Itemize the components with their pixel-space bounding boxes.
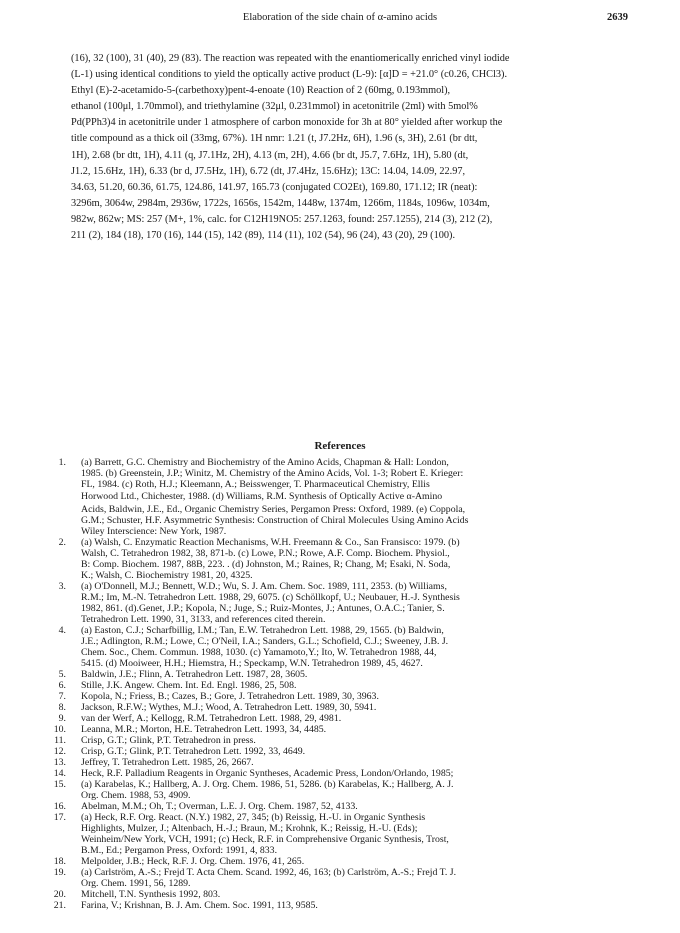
reference-line: Crisp, G.T.; Glink, P.T. Tetrahedron in press. (81, 734, 256, 746)
reference-number: 10. (53, 723, 66, 735)
reference-item (52, 779, 612, 801)
reference-number: 12. (53, 745, 66, 757)
reference-number: 7. (58, 690, 66, 702)
reference-line: (a) Barrett, G.C. Chemistry and Biochemistry of the Amino Acids, Chapman & Hall: London, (81, 457, 449, 468)
body-line: 982w, 862w; MS: 257 (M+, 1%, calc. for C12H19NO5: 257.1263, found: 257.1255), 214 (3), 212 (2), (71, 213, 493, 225)
reference-line: Wiley Interscience: New York, 1987. (81, 525, 227, 537)
reference-line: (a) O'Donnell, M.J.; Bennett, W.D.; Wu, S. J. Am. Chem. Soc. 1989, 111, 2353. (b) Williams, (81, 580, 447, 592)
body-line: 211 (2), 184 (18), 170 (16), 144 (15), 142 (89), 114 (11), 102 (54), 96 (24), 43 (20), 29 (100). (71, 230, 456, 242)
reference-line: Heck, R.F. Palladium Reagents in Organic Syntheses, Academic Press, London/Orlando, 1985; (81, 767, 454, 779)
reference-number: 18. (53, 855, 66, 867)
reference-number: 8. (58, 701, 66, 713)
reference-line: FL, 1984. (c) Roth, H.J.; Kleemann, A.; Beisswenger, T. Pharmaceutical Chemistry, Ellis (81, 479, 430, 490)
reference-item (52, 801, 612, 812)
reference-item (52, 812, 612, 856)
reference-item (52, 680, 612, 691)
reference-number: 20. (53, 888, 66, 900)
body-line: 34.63, 51.20, 60.36, 61.75, 124.86, 141.97, 165.73 (conjugated CO2Et), 169.80, 171.12; IR (neat): (71, 181, 478, 193)
reference-line: B.M., Ed.; Pergamon Press, Oxford: 1991, 4, 833. (81, 844, 278, 856)
reference-item (52, 735, 612, 746)
reference-line: Kopola, N.; Friess, B.; Cazes, B.; Gore, J. Tetrahedron Lett. 1989, 30, 3963. (81, 690, 379, 702)
reference-line: Weinheim/New York, VCH, 1991; (c) Heck, R.F. in Comprehensive Organic Synthesis, Trost, (81, 833, 449, 845)
reference-line: Walsh, C. Tetrahedron 1982, 38, 871-b. (c) Lowe, P.N.; Rowe, A.F. Comp. Biochem. Physiol., (81, 547, 450, 559)
reference-line: 5415. (d) Mooiweer, H.H.; Hiemstra, H.; Speckamp, W.N. Tetrahedron 1989, 45, 4627. (81, 657, 423, 669)
reference-item (52, 691, 612, 702)
reference-item (52, 724, 612, 735)
reference-item (52, 746, 612, 757)
references-heading: References (314, 440, 366, 452)
reference-line: 1985. (b) Greenstein, J.P.; Winitz, M. Chemistry of the Amino Acids, Vol. 1-3; Robert E. Krieger: (81, 468, 464, 479)
page-number: 2639 (607, 12, 628, 23)
body-line: Pd(PPh3)4 in acetonitrile under 1 atmosphere of carbon monoxide for 3h at 80° yielded after workup the (71, 117, 503, 129)
reference-number: 17. (53, 811, 66, 823)
reference-number: 5. (58, 668, 66, 680)
body-line: (L-1) using identical conditions to yield the optically active product (L-9): [α]D = +21.0° (c0.26, CHCl3). (71, 69, 508, 81)
reference-line: Chem. Soc., Chem. Commun. 1988, 1030. (c) Yamamoto,Y.; Ito, W. Tetrahedron 1988, 44, (81, 646, 437, 658)
reference-item (52, 457, 612, 537)
reference-line: Mitchell, T.N. Synthesis 1992, 803. (81, 888, 221, 900)
reference-line: Stille, J.K. Angew. Chem. Int. Ed. Engl. 1986, 25, 508. (81, 679, 297, 691)
reference-item (52, 702, 612, 713)
reference-line: Leanna, M.R.; Morton, H.E. Tetrahedron Lett. 1993, 34, 4485. (81, 723, 327, 735)
reference-list (52, 457, 612, 911)
reference-line: (a) Karabelas, K.; Hallberg, A. J. Org. Chem. 1986, 51, 5286. (b) Karabelas, K.; Hallberg, A. J. (81, 778, 454, 790)
reference-line: Abelman, M.M.; Oh, T.; Overman, L.E. J. Org. Chem. 1987, 52, 4133. (81, 800, 358, 812)
reference-line: Jackson, R.F.W.; Wythes, M.J.; Wood, A. Tetrahedron Lett. 1989, 30, 5941. (81, 701, 377, 713)
reference-number: 2. (58, 536, 66, 548)
reference-item (52, 867, 612, 889)
reference-line: (a) Heck, R.F. Org. React. (N.Y.) 1982, 27, 345; (b) Reissig, H.-U. in Organic Synthesis (81, 811, 426, 823)
reference-line: B: Comp. Biochem. 1987, 88B, 223. . (d) Johnston, M.; Raines, R; Chang, M; Esaki, N. Soda, (81, 558, 451, 570)
reference-line: (a) Easton, C.J.; Scharfbillig, I.M.; Tan, E.W. Tetrahedron Lett. 1988, 29, 1565. (b) Baldwin, (81, 624, 444, 636)
body-line: title compound as a thick oil (33mg, 67%). 1H nmr: 1.21 (t, J7.2Hz, 6H), 1.96 (s, 3H), 2.61 (br dtt, (71, 133, 478, 145)
running-title: Elaboration of the side chain of α-amino acids (242, 12, 438, 23)
body-line: ethanol (100μl, 1.70mmol), and triethylamine (32μl, 0.231mmol) in acetonitrile (2ml) with 5mol% (71, 101, 478, 113)
reference-number: 11. (54, 734, 66, 746)
reference-number: 13. (53, 756, 66, 768)
reference-item (52, 889, 612, 900)
reference-number: 6. (58, 679, 66, 691)
reference-line: Baldwin, J.E.; Flinn, A. Tetrahedron Lett. 1987, 28, 3605. (81, 668, 308, 680)
reference-number: 9. (58, 712, 66, 724)
reference-line: Org. Chem. 1988, 53, 4909. (81, 789, 191, 801)
reference-line: Melpolder, J.B.; Heck, R.F. J. Org. Chem. 1976, 41, 265. (81, 855, 305, 867)
reference-line: R.M.; Im, M.-N. Tetrahedron Lett. 1988, 29, 6075. (c) Schöllkopf, U.; Neubauer, H.-J. Synthesis (81, 591, 460, 603)
reference-item (52, 768, 612, 779)
reference-item (52, 625, 612, 669)
body-line: (16), 32 (100), 31 (40), 29 (83). The reaction was repeated with the enantiomerically enriched vinyl iodide (71, 53, 510, 64)
reference-item (52, 900, 612, 911)
reference-line: K.; Walsh, C. Biochemistry 1981, 20, 4325. (81, 569, 253, 581)
reference-item (52, 669, 612, 680)
body-line: 3296m, 3064w, 2984m, 2936w, 1722s, 1656s, 1542m, 1448w, 1374m, 1266m, 1184s, 1096w, 1034m, (71, 197, 490, 209)
reference-number: 16. (53, 800, 66, 812)
reference-item (52, 581, 612, 625)
body-line: 1H), 2.68 (br dtt, 1H), 4.11 (q, J7.1Hz, 2H), 4.13 (m, 2H), 4.66 (br dt, J5.7, 7.6Hz, 1H), 5.80 (dt, (71, 149, 469, 161)
reference-number: 15. (53, 778, 66, 790)
reference-line: Crisp, G.T.; Glink, P.T. Tetrahedron Lett. 1992, 33, 4649. (81, 745, 306, 757)
reference-number: 1. (58, 457, 66, 468)
reference-line: Acids, Baldwin, J.E., Ed., Organic Chemistry Series, Pergamon Press: Oxford, 1989. (e) Coppola, (81, 503, 466, 515)
reference-line: Jeffrey, T. Tetrahedron Lett. 1985, 26, 2667. (81, 756, 254, 768)
body-line: J1.2, 15.6Hz, 1H), 6.33 (br d, J7.5Hz, 1H), 6.72 (dt, J7.4Hz, 15.6Hz); 13C: 14.04, 14.09, 22.97, (71, 165, 466, 177)
reference-item (52, 856, 612, 867)
reference-line: Horwood Ltd., Chichester, 1988. (d) Williams, R.M. Synthesis of Optically Active α-Amino (81, 491, 443, 502)
reference-number: 21. (53, 899, 66, 911)
reference-line: (a) Carlström, A.-S.; Frejd T. Acta Chem. Scand. 1992, 46, 163; (b) Carlström, A.-S.; Frejd T. J. (81, 866, 457, 878)
reference-number: 4. (58, 624, 66, 636)
reference-item (52, 757, 612, 768)
reference-line: G.M.; Schuster, H.F. Asymmetric Synthesis: Construction of Chiral Molecules Using Amino Acids (81, 514, 469, 526)
reference-line: Tetrahedron Lett. 1990, 31, 3133, and references cited therein. (81, 613, 326, 625)
reference-number: 19. (53, 866, 66, 878)
reference-number: 3. (58, 580, 66, 592)
reference-line: Farina, V.; Krishnan, B. J. Am. Chem. Soc. 1991, 113, 9585. (81, 899, 318, 911)
reference-number: 14. (53, 767, 66, 779)
reference-line: Highlights, Mulzer, J.; Altenbach, H.-J.; Braun, M.; Krohnk, K.; Reissig, H.-U. (Eds); (81, 822, 418, 834)
reference-item (52, 537, 612, 581)
page-header (66, 12, 628, 30)
reference-line: J.E.; Adlington, R.M.; Lowe, C.; O'Neil, I.A.; Sanders, G.L.; Schofield, C.J.; Sweeney, J.B. J. (81, 635, 449, 647)
body-line: Ethyl (E)-2-acetamido-5-(carbethoxy)pent-4-enoate (10) Reaction of 2 (60mg, 0.193mmol), (71, 85, 451, 97)
reference-item (52, 713, 612, 724)
reference-line: (a) Walsh, C. Enzymatic Reaction Mechanisms, W.H. Freemann & Co., San Fransisco: 1979. (b) (81, 536, 460, 548)
reference-line: van der Werf, A.; Kellogg, R.M. Tetrahedron Lett. 1988, 29, 4981. (81, 712, 342, 724)
reference-line: Org. Chem. 1991, 56, 1289. (81, 877, 191, 889)
reference-line: 1982, 861. (d).Genet, J.P.; Kopola, N.; Juge, S.; Ruiz-Montes, J.; Antunes, O.A.C.; Tanier, S. (81, 602, 445, 614)
experimental-paragraph (71, 51, 607, 244)
